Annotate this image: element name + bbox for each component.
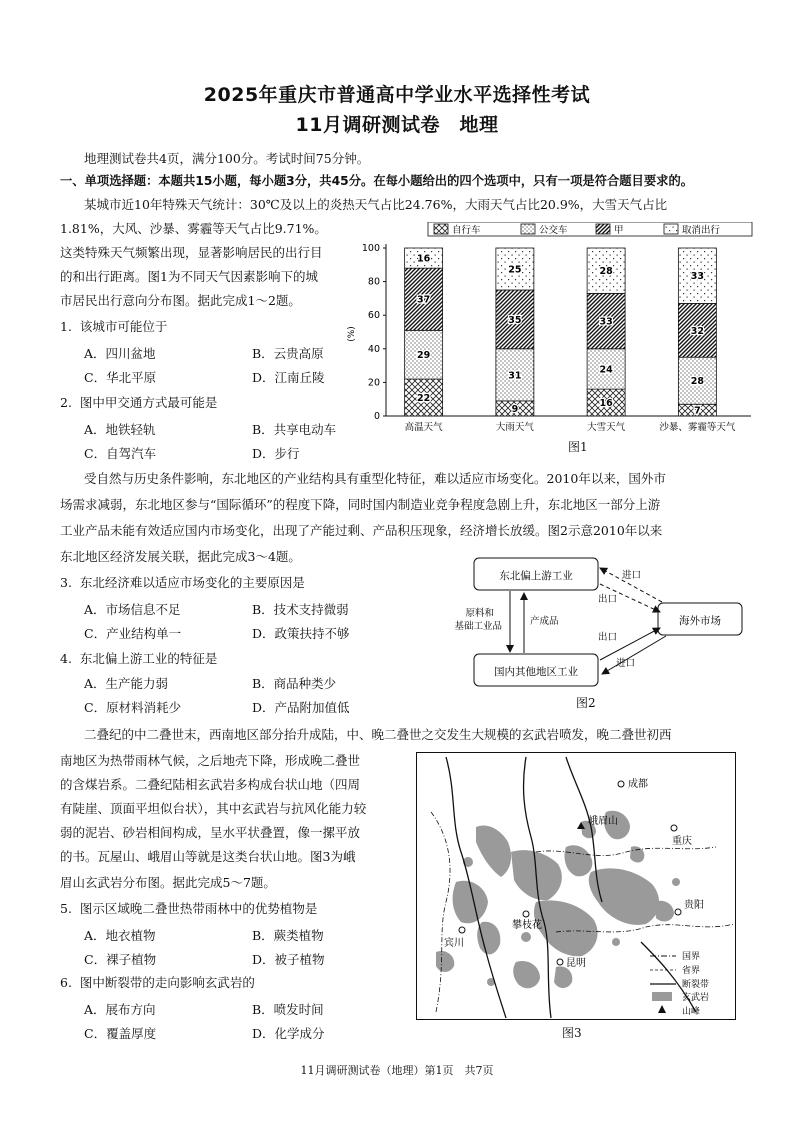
q1-option-b[interactable]: B．云贵高原 (252, 346, 324, 361)
q5-option-d[interactable]: D．被子植物 (252, 952, 325, 967)
label-raw2: 基础工业品 (454, 621, 502, 632)
q1-option-d[interactable]: D．江南丘陵 (252, 370, 325, 385)
q1-stem: 1. 该城市可能位于 (60, 319, 168, 334)
figure2-caption: 图2 (576, 696, 596, 710)
q3-option-b[interactable]: B．技术支持微弱 (252, 602, 349, 617)
bar-value-2-1: 9 (511, 403, 519, 415)
q1-option-a[interactable]: A．四川盆地 (84, 346, 156, 361)
city-panzhihua: 攀枝花 (512, 920, 542, 931)
bar-value-1-4: 16 (417, 253, 431, 265)
bar-value-3-4: 28 (599, 266, 613, 278)
passage3-line7: 眉山玄武岩分布图。据此完成5～7题。 (60, 875, 276, 890)
box-top-label: 东北偏上游工业 (499, 570, 573, 582)
q2-option-a[interactable]: A．地铁轻轨 (84, 422, 156, 437)
bar-value-2-3: 35 (508, 314, 522, 326)
passage3-line6: 的书。瓦屋山、峨眉山等就是这类台状山地。图3为峨 (60, 849, 356, 864)
passage1-line2: 1.81%，大风、沙暴、雾霾等天气占比9.71%。 (60, 221, 327, 236)
legend-swatch-4 (664, 224, 678, 234)
passage1-line5: 市居民出行意向分布图。据此完成1～2题。 (60, 293, 301, 308)
x-tick-label-1: 高温天气 (404, 422, 443, 433)
svg-text:国界: 国界 (682, 952, 701, 962)
q2-option-b[interactable]: B．共享电动车 (252, 422, 337, 437)
intro-text: 地理测试卷共4页，满分100分。考试时间75分钟。 (84, 151, 370, 166)
q5-option-c[interactable]: C．裸子植物 (84, 952, 157, 967)
q4-option-c[interactable]: C．原材料消耗少 (84, 700, 182, 715)
figure1-chart (346, 222, 756, 440)
svg-text:山峰: 山峰 (682, 1007, 701, 1017)
q6-option-c[interactable]: C．覆盖厚度 (84, 1026, 157, 1041)
q1-option-c[interactable]: C．华北平原 (84, 370, 157, 385)
legend-label-1: 自行车 (452, 225, 481, 236)
passage2-line2: 场需求减弱，东北地区参与“国际循环”的程度下降，同时国内制造业竞争程度急剧上升，东北地区一部分上游 (60, 497, 661, 512)
q4-option-a[interactable]: A．生产能力弱 (84, 676, 169, 691)
city-kunming: 昆明 (566, 958, 586, 969)
label-product: 产成品 (530, 616, 559, 627)
label-import-top: 进口 (622, 570, 642, 581)
q4-option-d[interactable]: D．产品附加值低 (252, 700, 350, 715)
mountain-emei: 峨眉山 (588, 816, 618, 827)
q3-stem: 3. 东北经济难以适应市场变化的主要原因是 (60, 575, 305, 590)
exam-title: 2025年重庆市普通高中学业水平选择性考试 (203, 84, 591, 106)
box-right-label: 海外市场 (679, 615, 721, 627)
svg-text:省界: 省界 (682, 966, 701, 976)
y-tick-label: 80 (367, 276, 380, 288)
legend-swatch-3 (596, 224, 610, 234)
svg-text:玄武岩: 玄武岩 (682, 993, 710, 1003)
q2-stem: 2. 图中甲交通方式最可能是 (60, 395, 218, 410)
q6-option-a[interactable]: A．展布方向 (84, 1002, 156, 1017)
q6-option-b[interactable]: B．喷发时间 (252, 1002, 324, 1017)
passage1-line4: 的和出行距离。图1为不同天气因素影响下的城 (60, 269, 318, 284)
q4-option-b[interactable]: B．商品种类少 (252, 676, 337, 691)
svg-text:断裂带: 断裂带 (682, 980, 710, 990)
y-tick-label: 20 (367, 377, 380, 389)
y-tick-label: 40 (367, 343, 380, 355)
exam-subtitle: 11月调研测试卷 地理 (295, 114, 499, 136)
label-export-top: 出口 (598, 594, 618, 605)
passage1-line1: 某城市近10年特殊天气统计：30℃及以上的炎热天气占比24.76%，大雨天气占比20.9%，大雪天气占比 (84, 197, 668, 212)
bar-value-1-2: 29 (417, 350, 431, 362)
y-axis-label: (%) (347, 326, 357, 342)
x-tick-label-4: 沙暴、雾霾等天气 (659, 422, 736, 433)
legend-swatch-2 (521, 224, 535, 234)
q3-option-c[interactable]: C．产业结构单一 (84, 626, 182, 641)
city-chengdu: 成都 (628, 779, 648, 790)
y-tick-label: 0 (373, 411, 380, 422)
passage3-line1: 二叠纪的中二叠世末，西南地区部分抬升成陆，中、晚二叠世之交发生大规模的玄武岩喷发，晚二叠世初西 (84, 727, 672, 742)
x-tick-label-2: 大雨天气 (495, 422, 534, 433)
figure1-caption: 图1 (568, 440, 588, 454)
x-tick-label-3: 大雪天气 (587, 422, 626, 433)
bar-value-1-3: 37 (417, 294, 431, 306)
q4-stem: 4. 东北偏上游工业的特征是 (60, 651, 218, 666)
label-raw1: 原料和 (465, 608, 494, 619)
q6-stem: 6. 图中断裂带的走向影响玄武岩的 (60, 975, 255, 990)
q2-option-d[interactable]: D．步行 (252, 446, 300, 461)
passage3-line2: 南地区为热带雨林气候，之后地壳下降，形成晚二叠世 (60, 753, 361, 768)
bar-value-2-2: 31 (508, 370, 522, 382)
y-tick-label: 100 (361, 243, 380, 254)
box-bottom-label: 国内其他地区工业 (494, 666, 578, 678)
figure3-caption: 图3 (562, 1026, 582, 1040)
legend-label-4: 取消出行 (682, 225, 721, 236)
q3-option-d[interactable]: D．政策扶持不够 (252, 626, 350, 641)
q5-stem: 5. 图示区域晚二叠世热带雨林中的优势植物是 (60, 901, 318, 916)
passage3-line5: 弱的泥岩、砂岩相间构成，呈水平状叠置，像一摞平放 (60, 825, 361, 840)
figure3-map (416, 752, 736, 1020)
legend-label-2: 公交车 (539, 225, 568, 236)
q5-option-a[interactable]: A．地衣植物 (84, 928, 156, 943)
bar-value-3-3: 33 (599, 316, 613, 328)
bar-value-4-2: 28 (690, 376, 704, 388)
bar-value-4-1: 7 (694, 405, 701, 417)
bar-value-1-1: 22 (417, 393, 431, 405)
bar-value-4-3: 32 (690, 325, 704, 337)
bar-value-3-2: 24 (599, 364, 613, 376)
bar-value-3-1: 16 (599, 398, 613, 410)
city-guiyang: 贵阳 (684, 900, 704, 911)
q5-option-b[interactable]: B．蕨类植物 (252, 928, 324, 943)
bar-value-2-4: 25 (508, 264, 522, 276)
q2-option-c[interactable]: C．自驾汽车 (84, 446, 157, 461)
passage1-line3: 这类特殊天气频繁出现，显著影响居民的出行目 (60, 245, 323, 260)
passage2-line3: 工业产品未能有效适应国内市场变化，出现了产能过剩、产品积压现象，经济增长放缓。图2示意2010年以来 (60, 523, 663, 538)
figure2-diagram (440, 556, 760, 690)
section-heading: 一、单项选择题：本题共15小题，每小题3分，共45分。在每小题给出的四个选项中，只有一项是符合题目要求的。 (60, 174, 694, 188)
bar-value-4-4: 33 (690, 271, 704, 283)
passage3-line3: 的含煤岩系。二叠纪陆相玄武岩多构成台状山地（四周 (60, 777, 361, 792)
city-chongqing: 重庆 (672, 836, 692, 847)
legend-label-3: 甲 (614, 225, 624, 236)
y-tick-label: 60 (367, 310, 380, 322)
q3-option-a[interactable]: A．市场信息不足 (84, 602, 181, 617)
passage2-line4: 东北地区经济发展关联，据此完成3～4题。 (60, 549, 301, 564)
city-binchuan: 宾川 (444, 938, 464, 949)
passage3-line4: 有陡崖、顶面平坦似台状），其中玄武岩与抗风化能力较 (60, 801, 367, 816)
page-footer: 11月调研测试卷（地理）第1页 共7页 (300, 1064, 494, 1077)
label-import-bottom: 进口 (616, 658, 636, 669)
q6-option-d[interactable]: D．化学成分 (252, 1026, 325, 1041)
label-export-bottom: 出口 (598, 632, 618, 643)
legend-swatch-1 (434, 224, 448, 234)
passage2-line1: 受自然与历史条件影响，东北地区的产业结构具有重型化特征，难以适应市场变化。2010年以来，国外市 (84, 471, 666, 486)
